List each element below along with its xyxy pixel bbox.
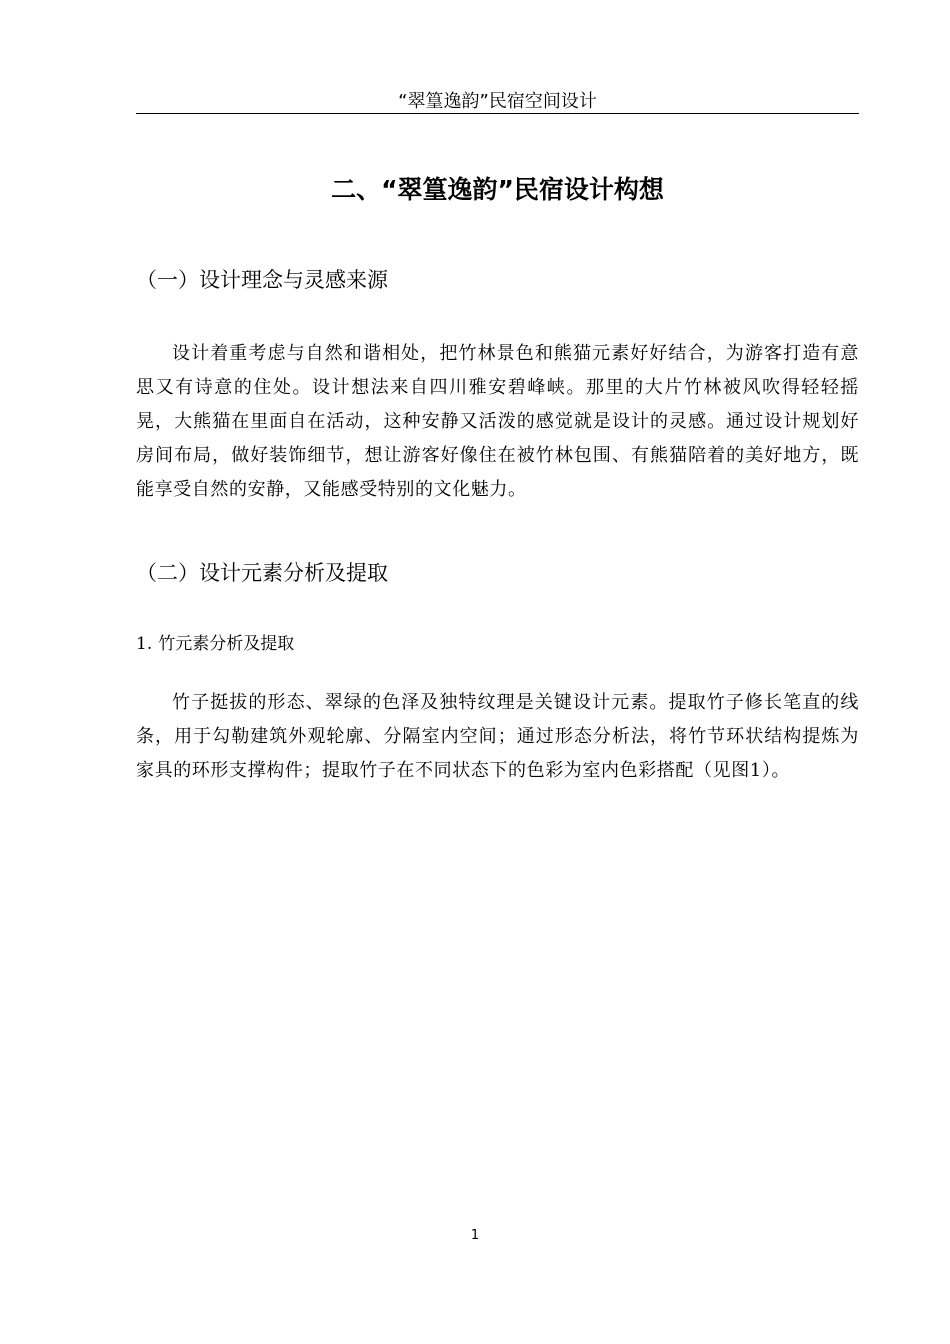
page-number: 1 (470, 1228, 480, 1243)
subsection-heading-bamboo (136, 631, 859, 657)
section-heading-design-elements: （二）设计元素分析及提取 (136, 561, 388, 585)
subsection-title: 竹元素分析及提取 (158, 634, 295, 654)
paragraph-design-concept: 设计着重考虑与自然和谐相处，把竹林景色和熊猫元素好好结合，为游客打造有意思又有诗意的住处。设计想法来自四川雅安碧峰峡。那里的大片竹林被风吹得轻轻摇晃，大熊猫在里面自在活动，这种安静又活泼的感觉就是设计的灵感。通过设计规划好房间布局，做好装饰细节，想让游客好像住在被竹林包围、有熊猫陪着的美好地方，既能享受自然的安静，又能感受特别的文化魅力。 (136, 343, 859, 500)
paragraph-bamboo-elements: 竹子挺拔的形态、翠绿的色泽及独特纹理是关键设计元素。提取竹子修长笔直的线条，用于勾勒建筑外观轮廓、分隔室内空间；通过形态分析法，将竹节环状结构提炼为家具的环形支撑构件；提取竹子在不同状态下的色彩为室内色彩搭配（见图1）。 (136, 692, 859, 781)
running-header: “翠篁逸韵”民宿空间设计 (398, 91, 597, 112)
section-heading-design-concept: （一）设计理念与灵感来源 (136, 268, 388, 292)
chapter-title: 二、“翠篁逸韵”民宿设计构想 (331, 175, 664, 204)
subsection-number: 1. (136, 634, 153, 654)
header-rule (136, 113, 859, 114)
